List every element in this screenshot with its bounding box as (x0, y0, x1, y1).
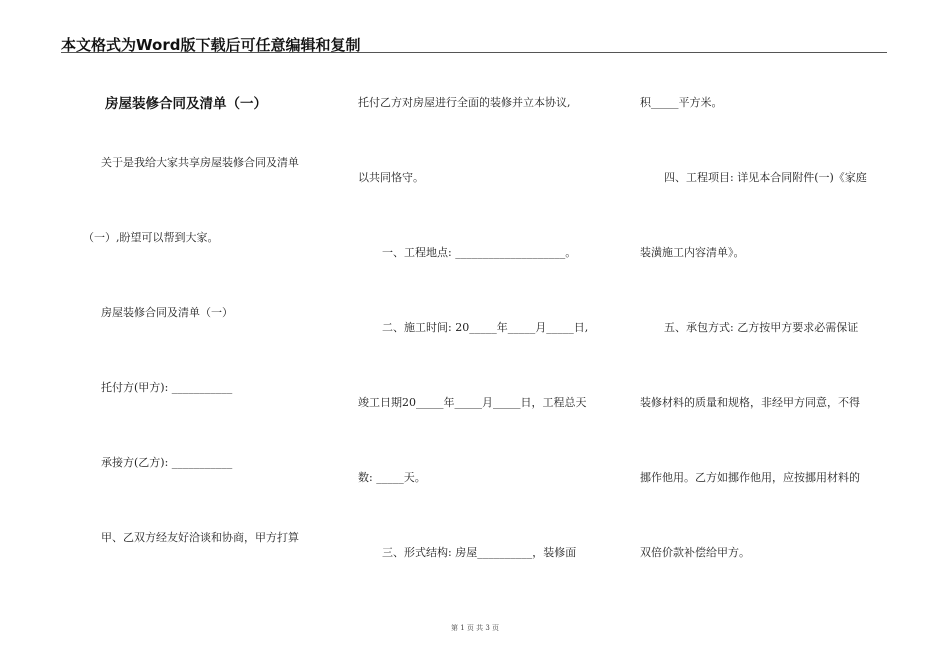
middle-line-5: 竣工日期20_____年_____月_____日，工程总天 (358, 396, 587, 409)
download-banner: 本文格式为Word版下载后可任意编辑和复制 (61, 36, 361, 54)
right-line-5: 装修材料的质量和规格，非经甲方同意，不得 (640, 396, 860, 409)
middle-line-4: 二、施工时间: 20_____年_____月_____日, (382, 321, 589, 334)
left-line-2: （一）,盼望可以帮到大家。 (83, 231, 219, 244)
left-line-6: 甲、乙双方经友好洽谈和协商，甲方打算 (101, 531, 299, 544)
middle-line-7: 三、形式结构: 房屋__________，装修面 (382, 546, 577, 559)
left-line-1: 关于是我给大家共享房屋装修合同及清单 (101, 156, 299, 169)
document-title: 房屋装修合同及清单（一） (105, 96, 267, 112)
right-line-1: 积_____平方米。 (640, 96, 723, 109)
right-line-7: 双倍价款补偿给甲方。 (640, 546, 750, 559)
middle-line-3: 一、工程地点: ____________________。 (382, 246, 577, 259)
header-rule (61, 52, 887, 53)
right-line-3: 装潢施工内容清单》。 (640, 246, 745, 259)
middle-line-2: 以共同恪守。 (358, 171, 424, 184)
page-number: 第 1 页 共 3 页 (450, 624, 500, 632)
left-line-4: 托付方(甲方): ___________ (101, 381, 233, 394)
right-line-2: 四、工程项目: 详见本合同附件(一)《家庭 (664, 171, 867, 184)
middle-line-6: 数: _____天。 (358, 471, 426, 484)
left-line-3: 房屋装修合同及清单（一） (101, 306, 233, 319)
left-line-5: 承接方(乙方): ___________ (101, 456, 233, 469)
right-line-6: 挪作他用。乙方如挪作他用，应按挪用材料的 (640, 471, 860, 484)
right-line-4: 五、承包方式: 乙方按甲方要求必需保证 (664, 321, 859, 334)
middle-line-1: 托付乙方对房屋进行全面的装修并立本协议, (358, 96, 571, 109)
